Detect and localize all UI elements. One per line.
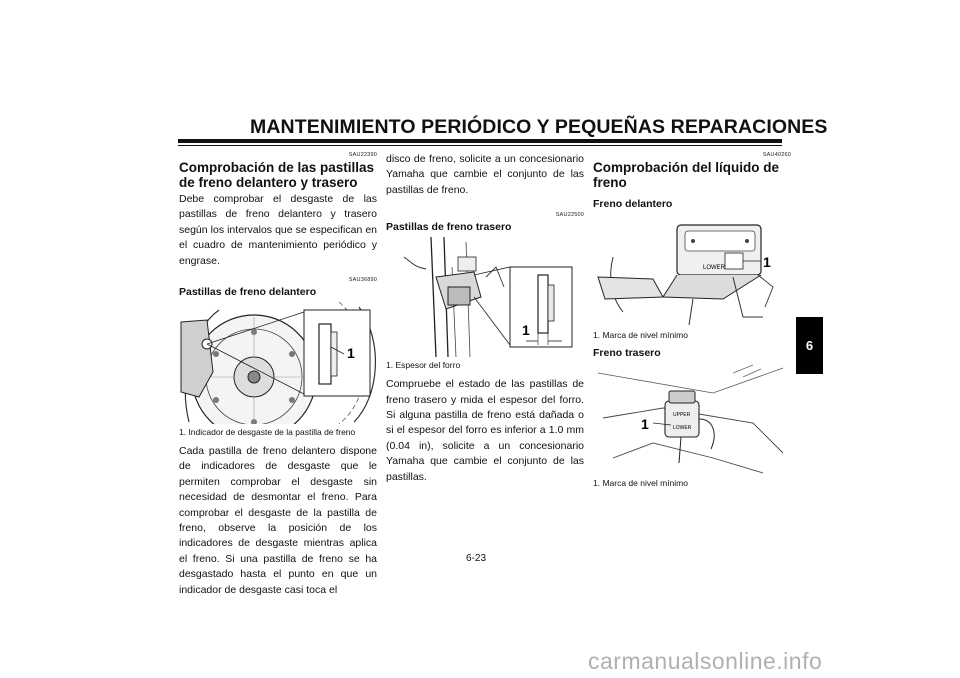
- lower-mark-text: LOWER: [703, 265, 726, 271]
- rear-caliper-illustration: [386, 237, 584, 357]
- front-reservoir-figure: [593, 217, 791, 327]
- lower-mark-text: LOWER: [673, 425, 692, 431]
- intro-paragraph: Debe comprobar el desgaste de las pastillas de freno delantero y trasero según los intervalos que se especifican en el cuadro de mantenimiento periódico y engrase.: [179, 193, 377, 267]
- header-rule-thin: [178, 145, 782, 146]
- subheading-rear-brake: Freno trasero: [593, 347, 661, 359]
- upper-mark-text: UPPER: [673, 412, 691, 418]
- figure-caption: 1. Espesor del forro: [386, 360, 461, 371]
- body-paragraph: Cada pastilla de freno delantero dispone de indicadores de desgaste que le permiten comprobar el desgaste sin necesidad de desmontar el freno. Para comprobar el desgaste de la pastilla de freno, observe la posición de los indicadores de desgaste mientras aplica el freno. Si una pastilla de freno se ha desgastado hasta el punto en que un indicador de desgaste casi toca el: [179, 445, 377, 596]
- section-code: SAU36890: [348, 277, 377, 284]
- subheading-rear-pads: Pastillas de freno trasero: [386, 221, 512, 234]
- section-code: SAU22390: [348, 152, 377, 158]
- figure-caption: 1. Indicador de desgaste de la pastilla de freno: [179, 427, 356, 438]
- figure-label: 1: [347, 345, 355, 362]
- section-heading: Comprobación de las pastillas de freno delantero y trasero: [179, 160, 375, 190]
- front-brake-disc-illustration: [179, 302, 377, 424]
- figure-caption: 1. Marca de nivel mínimo: [593, 478, 688, 488]
- header-rule: [178, 139, 782, 143]
- figure-label: 1: [522, 322, 530, 339]
- figure-label: 1: [641, 416, 649, 432]
- rear-pad-figure: [386, 237, 584, 357]
- page-number: 6-23: [466, 553, 487, 564]
- section-code: SAU40260: [762, 152, 791, 158]
- subheading-front-brake: Freno delantero: [593, 198, 673, 210]
- rear-reservoir-figure: [593, 363, 791, 475]
- front-reservoir-illustration: [593, 217, 791, 327]
- watermark: carmanualsonline.info: [588, 648, 823, 674]
- section-code: SAU22500: [555, 212, 584, 219]
- continued-paragraph: disco de freno, solicite a un concesionario Yamaha que cambie el conjunto de las pastillas de freno.: [386, 153, 584, 196]
- figure-label: 1: [763, 254, 771, 270]
- figure-caption: 1. Marca de nivel mínimo: [593, 330, 688, 340]
- column-3: [593, 152, 791, 495]
- section-heading: Comprobación del líquido de freno: [593, 160, 780, 190]
- rear-reservoir-illustration: [593, 363, 791, 475]
- column-2: [386, 152, 584, 485]
- subheading-front-pads: Pastillas de freno delantero: [179, 286, 317, 299]
- body-paragraph: Compruebe el estado de las pastillas de freno trasero y mida el espesor del forro. Si alguna pastilla de freno está dañada o si el espesor del forro es inferior a 1.0 mm (0.04 in), solicite a un concesionario Yamaha que cambie el conjunto de las pastillas.: [386, 378, 584, 483]
- column-1: [179, 152, 377, 598]
- chapter-tab: 6: [796, 317, 823, 374]
- front-pad-figure: [179, 302, 377, 424]
- page-title: MANTENIMIENTO PERIÓDICO Y PEQUEÑAS REPARACIONES: [250, 116, 828, 138]
